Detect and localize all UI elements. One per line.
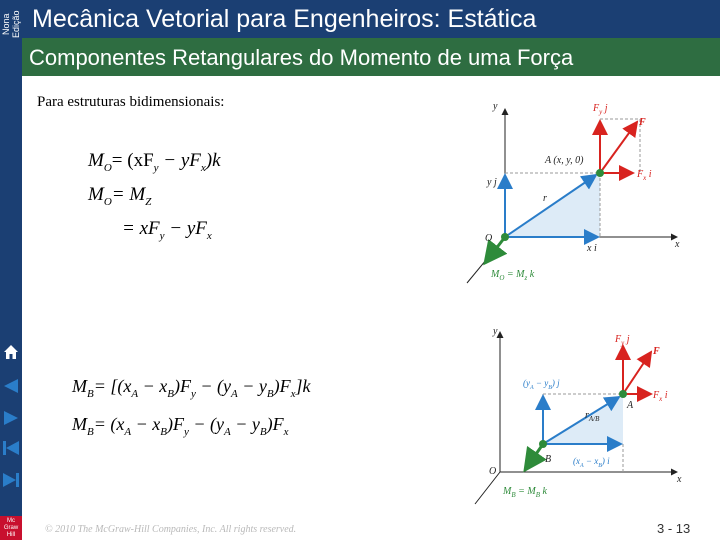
slide-title: Componentes Retangulares do Momento de uma Força [22, 38, 720, 76]
svg-text:x: x [677, 474, 682, 485]
svg-text:MO = Mz k: $M_O = M_z$ k [491, 269, 535, 282]
svg-text:y j: y j [487, 177, 497, 188]
svg-text:F: F [639, 117, 646, 128]
moment-about-b-equation [68, 364, 388, 444]
svg-text:A (x, y, 0): A (x, y, 0) [545, 155, 584, 166]
svg-text:x i: x i [587, 243, 597, 254]
svg-text:x: x [675, 239, 680, 250]
svg-text:y: y [493, 326, 498, 337]
svg-text:r: r [543, 193, 547, 204]
svg-text:(yA − yB) j: $(y_A - y_B)$ j [523, 378, 560, 391]
intro-text: Para estruturas bidimensionais: [37, 94, 225, 110]
page-number: 3 - 13 [657, 521, 691, 536]
svg-text:(xA − xB) i: $(x_A - x_B)$ i [573, 456, 610, 469]
home-icon[interactable] [1, 342, 21, 362]
svg-text:Fy j: $F_y$ j [615, 334, 630, 347]
svg-text:MB= (xA − xB)Fy − (yA − yB)Fx: $M_B= (x_A - x_B)F_y - (y_A - y_B)F_x$ [72, 414, 289, 438]
svg-text:= xFy − yFx: = $xF_y - yF_x$ [122, 218, 212, 242]
svg-text:O: O [485, 233, 493, 244]
left-sidebar [0, 0, 22, 540]
svg-text:MB = MB k: $M_B = M_B$ k [503, 486, 547, 499]
svg-text:Fx i: $F_x$ i [637, 169, 652, 182]
svg-text:Fy j: $F_y$ j [593, 103, 608, 116]
svg-text:MO= MZ: $M_O= M_Z$ [88, 184, 152, 208]
moment-about-b-figure [455, 322, 705, 512]
next-slide-icon[interactable] [1, 408, 21, 428]
svg-text:B: B [545, 454, 552, 465]
first-slide-icon[interactable] [1, 438, 21, 458]
svg-text:rA/B: $r_{A/B}$ [585, 410, 600, 423]
svg-text:y: y [493, 101, 498, 112]
svg-text:F: F [653, 346, 660, 357]
svg-text:MB= [(xA − xB)Fy − (yA − yB)Fx: $M_B= [(x_A - x_B)F_y - (y_A - y_B)F_x]k$ [72, 376, 311, 400]
copyright-notice: © 2010 The McGraw-Hill Companies, Inc. All rights reserved. [45, 524, 297, 535]
previous-slide-icon[interactable] [1, 376, 21, 396]
last-slide-icon[interactable] [1, 470, 21, 490]
edition-label: Nona Edição [1, 10, 21, 38]
svg-text:A: A [627, 400, 634, 411]
svg-text:Fx i: $F_x$ i [653, 390, 668, 403]
book-title: Mecânica Vetorial para Engenheiros: Estática [22, 0, 720, 38]
moment-about-origin-figure [455, 95, 705, 290]
moment-equation-2d [80, 138, 280, 248]
svg-text:MO= (xFy − yFx)k: $M_O= (xF_y - yF_x)k$ [88, 150, 221, 174]
publisher-logo: Mc Graw Hill [0, 516, 22, 540]
svg-text:O: O [489, 466, 497, 477]
